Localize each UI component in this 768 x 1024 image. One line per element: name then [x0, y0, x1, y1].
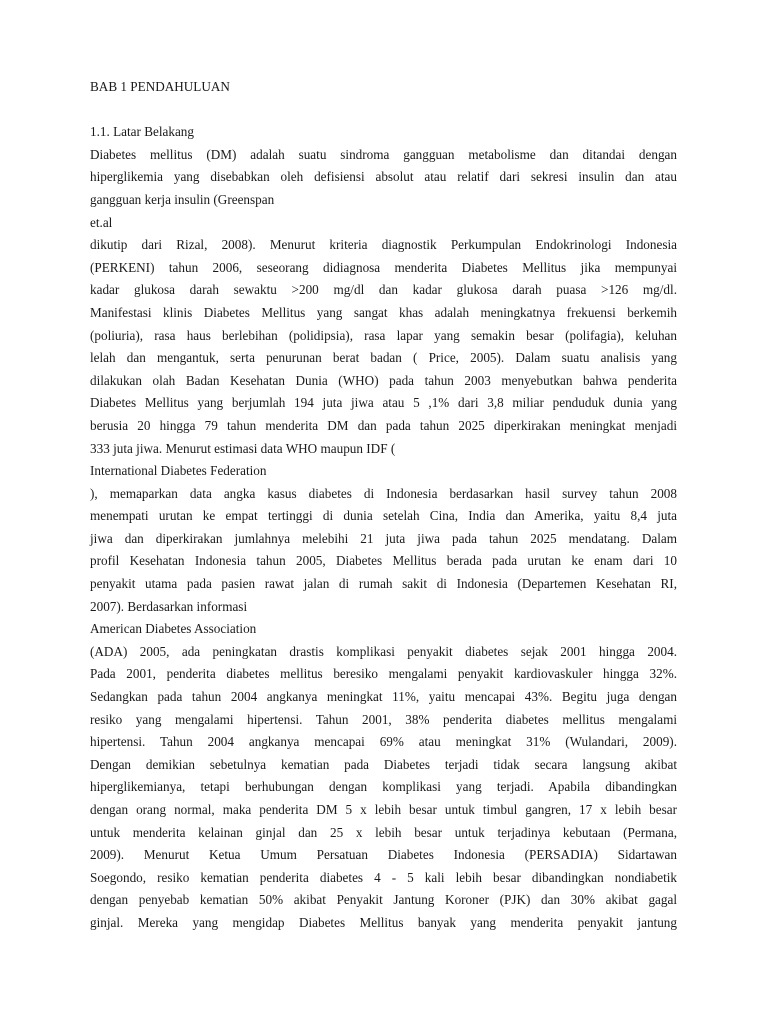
- document-page: [90, 76, 677, 935]
- body-line: hiperglikemianya, tetapi berhubungan dengan komplikasi yang terjadi. Apabila dibandingkan: [90, 779, 677, 795]
- body-line: hiperglikemia yang disebabkan oleh defisiensi absolut atau relatif dari sekresi insulin dan atau: [90, 169, 677, 185]
- body-line: (ADA) 2005, ada peningkatan drastis komplikasi penyakit diabetes sejak 2001 hingga 2004.: [90, 643, 677, 659]
- body-line: kadar glukosa darah sewaktu >200 mg/dl dan kadar glukosa darah puasa >126 mg/dl.: [90, 282, 677, 298]
- body-line: International Diabetes Federation: [90, 463, 267, 479]
- body-line: Pada 2001, penderita diabetes mellitus beresiko mengalami penyakit kardiovaskuler hingga 32%.: [90, 666, 677, 682]
- body-line: jiwa dan diperkirakan jumlahnya melebihi 21 juta jiwa pada tahun 2025 mendatang. Dalam: [90, 530, 677, 546]
- body-line: Soegondo, resiko kematian penderita diabetes 4 - 5 kali lebih besar dibandingkan nondiabetik: [90, 869, 677, 885]
- body-line: 2007). Berdasarkan informasi: [90, 598, 248, 614]
- body-line: berusia 20 hingga 79 tahun menderita DM dan pada tahun 2025 diperkirakan meningkat menjadi: [90, 417, 677, 433]
- body-line: dengan penyebab kematian 50% akibat Penyakit Jantung Koroner (PJK) dan 30% akibat gagal: [90, 892, 677, 908]
- body-line: Sedangkan pada tahun 2004 angkanya meningkat 11%, yaitu mencapai 43%. Begitu juga dengan: [90, 689, 677, 705]
- body-line: ), memaparkan data angka kasus diabetes di Indonesia berdasarkan hasil survey tahun 2008: [90, 485, 677, 501]
- body-line: resiko yang mengalami hipertensi. Tahun 2001, 38% penderita diabetes mellitus mengalami: [90, 711, 677, 727]
- body-line: dilakukan olah Badan Kesehatan Dunia (WHO) pada tahun 2003 menyebutkan bahwa penderita: [90, 372, 677, 388]
- body-line: et.al: [90, 214, 113, 230]
- body-text: [90, 144, 677, 935]
- section-title: 1.1. Latar Belakang: [90, 124, 194, 140]
- chapter-title: BAB 1 PENDAHULUAN: [90, 79, 230, 94]
- blank-line: [90, 99, 677, 122]
- body-line: penyakit utama pada pasien rawat jalan di rumah sakit di Indonesia (Departemen Kesehatan RI,: [90, 576, 677, 592]
- body-line: dengan orang normal, maka penderita DM 5 x lebih besar untuk timbul gangren, 17 x lebih besar: [90, 802, 677, 817]
- body-line: Diabetes Mellitus yang berjumlah 194 juta jiwa atau 5 ,1% dari 3,8 miliar penduduk dunia yang: [90, 395, 677, 411]
- body-line: American Diabetes Association: [90, 621, 257, 637]
- body-line: Dengan demikian sebetulnya kematian pada Diabetes terjadi tidak secara langsung akibat: [90, 756, 677, 772]
- body-line: gangguan kerja insulin (Greenspan: [90, 191, 275, 207]
- body-line: (poliuria), rasa haus berlebihan (polidipsia), rasa lapar yang semakin besar (polifagia), keluhan: [90, 327, 677, 343]
- body-line: profil Kesehatan Indonesia tahun 2005, Diabetes Mellitus berada pada urutan ke enam dari 10: [90, 553, 677, 569]
- body-line: 2009). Menurut Ketua Umum Persatuan Diabetes Indonesia (PERSADIA) Sidartawan: [90, 847, 677, 863]
- body-line: dikutip dari Rizal, 2008). Menurut kriteria diagnostik Perkumpulan Endokrinologi Indonesia: [90, 237, 677, 253]
- body-line: Diabetes mellitus (DM) adalah suatu sindroma gangguan metabolisme dan ditandai dengan: [90, 146, 677, 162]
- body-line: (PERKENI) tahun 2006, seseorang didiagnosa menderita Diabetes Mellitus jika mempunyai: [90, 259, 677, 275]
- body-line: lelah dan mengantuk, serta penurunan berat badan ( Price, 2005). Dalam suatu analisis yang: [90, 350, 677, 366]
- body-line: Manifestasi klinis Diabetes Mellitus yang sangat khas adalah meningkatnya frekuensi berkemih: [90, 304, 677, 320]
- body-line: menempati urutan ke empat tertinggi di dunia setelah Cina, India dan Amerika, yaitu 8,4 juta: [90, 508, 677, 524]
- body-line: hipertensi. Tahun 2004 angkanya mencapai 69% atau meningkat 31% (Wulandari, 2009).: [90, 734, 677, 750]
- body-line: 333 juta jiwa. Menurut estimasi data WHO maupun IDF (: [90, 440, 396, 456]
- body-line: ginjal. Mereka yang mengidap Diabetes Mellitus banyak yang menderita penyakit jantung: [90, 914, 677, 930]
- body-line: untuk menderita kelainan ginjal dan 25 x lebih besar untuk terjadinya kebutaan (Permana,: [90, 824, 677, 840]
